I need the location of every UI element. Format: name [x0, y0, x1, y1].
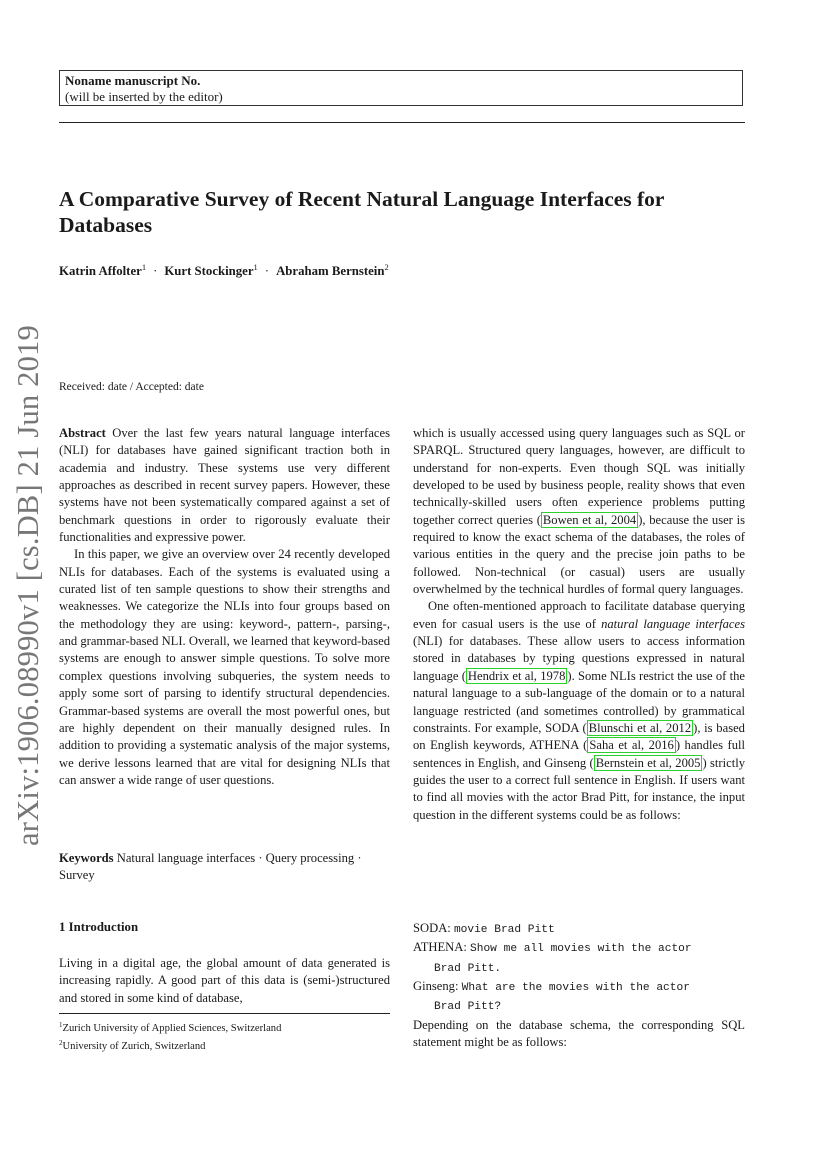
keywords-label: Keywords — [59, 851, 114, 865]
query-continuation: Brad Pitt. — [434, 962, 502, 975]
citation-link[interactable]: Saha et al, 2016 — [589, 738, 674, 753]
citation-link[interactable]: Bernstein et al, 2005 — [595, 755, 701, 770]
author-affiliation: 1 — [253, 262, 258, 272]
query-continuation: Brad Pitt? — [434, 1001, 502, 1014]
author-separator: · — [264, 264, 270, 278]
body-paragraph: Depending on the database schema, the corresponding SQL statement might be as follows: — [413, 1018, 745, 1050]
manuscript-header-box — [59, 70, 743, 106]
footnote: $^2$University of Zurich, Switzerland — [59, 1039, 206, 1052]
example-queries — [413, 920, 745, 1017]
right-column — [413, 425, 745, 824]
abstract-label: Abstract — [59, 426, 106, 440]
author-affiliation: 2 — [384, 262, 389, 272]
keywords — [59, 850, 390, 885]
author-affiliation: 1 — [141, 262, 147, 272]
abstract — [59, 425, 390, 789]
abstract-paragraph — [59, 425, 390, 546]
query-row — [413, 939, 745, 958]
query-text: movie Brad Pitt — [453, 924, 555, 936]
author-list — [59, 262, 389, 279]
manuscript-title: Noname manuscript No. — [65, 73, 201, 88]
footnote-rule — [59, 1013, 390, 1014]
citation-link[interactable]: Hendrix et al, 1978 — [467, 668, 566, 683]
received-line: Received: date / Accepted: date — [59, 381, 204, 393]
section-title: Introduction — [68, 920, 139, 934]
query-text: Show me all movies with the actor — [470, 943, 692, 956]
footnotes — [59, 1018, 281, 1054]
citation-link[interactable]: Blunschi et al, 2012 — [588, 720, 692, 735]
header-rule — [59, 122, 745, 123]
intro-paragraph: Living in a digital age, the global amount of data generated is increasing rapidly. A good part of this data is (semi-)structured and stored in some kind of database, — [59, 956, 390, 1005]
manuscript-note: (will be inserted by the editor) — [65, 89, 223, 104]
author-separator: · — [153, 264, 158, 278]
body-paragraph: One often-mentioned approach to facilitate database querying even for casual users is the use of natural language interfaces (NLI) for databases. These allow users to access information stored in databases by typing questions expressed in natural language ( Hendrix et al, 1978 ). Some NLIs restrict the use of the natural language to a sub-language of the domain or to a natural language restricted (and sometimes controlled) by grammatical constraints. For example, SODA ( Blunschi et al, 2012 ), is based on English keywords, ATHENA ( Saha et al, 2016 ) handles full sentences in English, and Ginseng ( Bernstein et al, 2005 ) strictly guides the user to a correct full sentence in English. If users want to find all movies with the actor Brad Pitt, for instance, the input question in the different systems could be as follows: — [413, 599, 745, 822]
query-row — [413, 978, 745, 997]
paper-title: A Comparative Survey of Recent Natural Language Interfaces for Databases — [59, 187, 665, 237]
abstract-paragraph: In this paper, we give an overview over 24 recently developed NLIs for databases. Each of the systems is evaluated using a curated list of ten sample questions to show their strengths and weaknesses. We categorize the NLIs into four groups based on the methodology they are using: keyword-, pattern-, parsing-, and grammar-based NLI. Overall, we learned that keyword-based systems are enough to answer simple questions. To solve more complex questions involving subqueries, the system needs to apply some sort of parsing to identify structural dependencies. Grammar-based systems are overall the most powerful ones, but are highly dependent on their manually designed rules. In addition to providing a systematic analysis of the major systems, we derive lessons learned that are vital for designing NLIs that can answer a wide range of user questions. — [59, 547, 390, 787]
keywords-text: Natural language interfaces · Query processing · Survey — [59, 851, 362, 883]
footnote: $^1$Zurich University of Applied Sciences, Switzerland — [59, 1021, 282, 1034]
author-name: Abraham Bernstein — [276, 264, 385, 278]
author-name: Kurt Stockinger — [164, 264, 254, 278]
section-number: 1 — [59, 920, 66, 934]
body-paragraph: which is usually accessed using query languages such as SQL or SPARQL. Structured query languages, however, are difficult to understand for non-experts. Even though SQL was initially developed to be used by business people, reality shows that even technically-skilled users often experience problems putting together correct queries ( Bowen et al, 2004 ), because the user is required to know the exact schema of the databases, the roles of various entities in the query and the precise join paths to be followed. Non-technical (or casual) users are usually overwhelmed by the technical hurdles of formal query languages. — [413, 426, 745, 597]
citation-link[interactable]: Bowen et al, 2004 — [542, 512, 637, 527]
abstract-text: Over the last few years natural language interfaces (NLI) for databases have gained significant traction both in academia and industry. These systems use very different approaches as described in recent survey papers. However, these systems have not been systematically compared against a set of benchmark questions in order to rigorously evaluate their functionalities and expressive power. — [59, 426, 390, 545]
query-system: SODA: — [413, 921, 451, 935]
query-system: ATHENA: — [413, 940, 467, 955]
arxiv-stamp: arXiv:1906.08990v1 [cs.DB] 21 Jun 2019 — [11, 325, 45, 846]
author-name: Katrin Affolter — [59, 264, 142, 278]
query-text: What are the movies with the actor — [461, 982, 690, 995]
section-heading — [59, 920, 138, 935]
query-row — [413, 920, 745, 939]
query-system: Ginseng: — [413, 979, 459, 994]
